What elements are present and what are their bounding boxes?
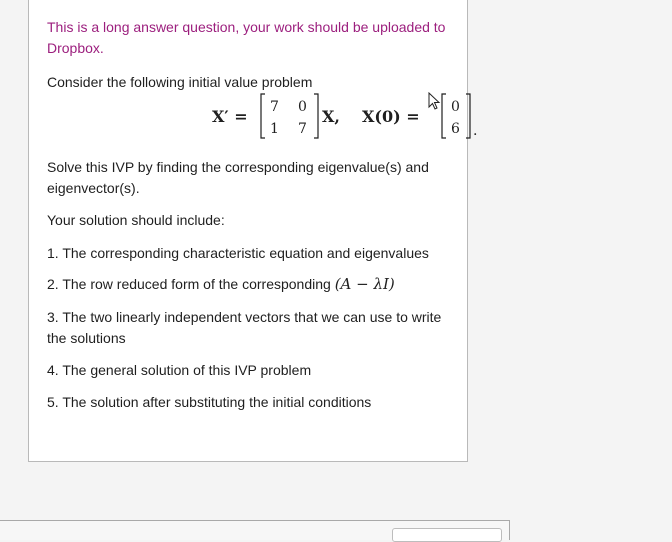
list-item-text: The row reduced form of the corresponding xyxy=(62,276,331,292)
upload-notice: This is a long answer question, your work should be uploaded to Dropbox. xyxy=(47,19,446,56)
list-item-text: The solution after substituting the initial conditions xyxy=(62,394,372,410)
svg-text:.: . xyxy=(473,125,478,139)
list-item-number: 2. xyxy=(47,276,59,292)
list-item-text: The two linearly independent vectors that we can use to write the solutions xyxy=(47,309,442,346)
matrix-a22: 7 xyxy=(298,121,307,137)
matrix-left-bracket xyxy=(261,94,265,138)
equation-lhs: X′ = xyxy=(212,107,248,126)
ic-value-1: 0 xyxy=(451,99,460,115)
list-item-5 xyxy=(47,392,457,413)
matrix-a12: 0 xyxy=(298,99,307,115)
include-label: Your solution should include: xyxy=(47,212,225,228)
list-item-text: The corresponding characteristic equation and eigenvalues xyxy=(62,245,429,261)
list-item-1 xyxy=(47,243,457,264)
intro-text: Consider the following initial value problem xyxy=(47,74,313,90)
list-item-number: 4. xyxy=(47,362,59,378)
ic-right-bracket xyxy=(466,94,470,138)
list-item-4 xyxy=(47,360,457,381)
matrix-a11: 7 xyxy=(270,99,279,115)
ic-left-bracket xyxy=(442,94,446,138)
math-expression: (A − λI) xyxy=(334,275,395,293)
vector-symbol: X, xyxy=(322,107,340,126)
list-item-text: The general solution of this IVP problem xyxy=(62,362,312,378)
initial-condition-lhs: X(0) = xyxy=(362,107,420,126)
list-item-number: 5. xyxy=(47,394,59,410)
matrix-a21: 1 xyxy=(270,121,279,137)
matrix-right-bracket xyxy=(314,94,318,138)
next-panel-button[interactable] xyxy=(392,528,502,542)
equation-period xyxy=(473,125,483,139)
list-item-2 xyxy=(47,274,457,295)
task-text: Solve this IVP by finding the corresponding eigenvalue(s) and eigenvector(s). xyxy=(47,159,429,196)
question-card xyxy=(28,0,478,462)
ic-value-2: 6 xyxy=(451,121,460,137)
list-item-3 xyxy=(47,307,457,349)
mouse-pointer-icon xyxy=(428,92,442,112)
list-item-number: 1. xyxy=(47,245,59,261)
list-item-number: 3. xyxy=(47,309,59,325)
